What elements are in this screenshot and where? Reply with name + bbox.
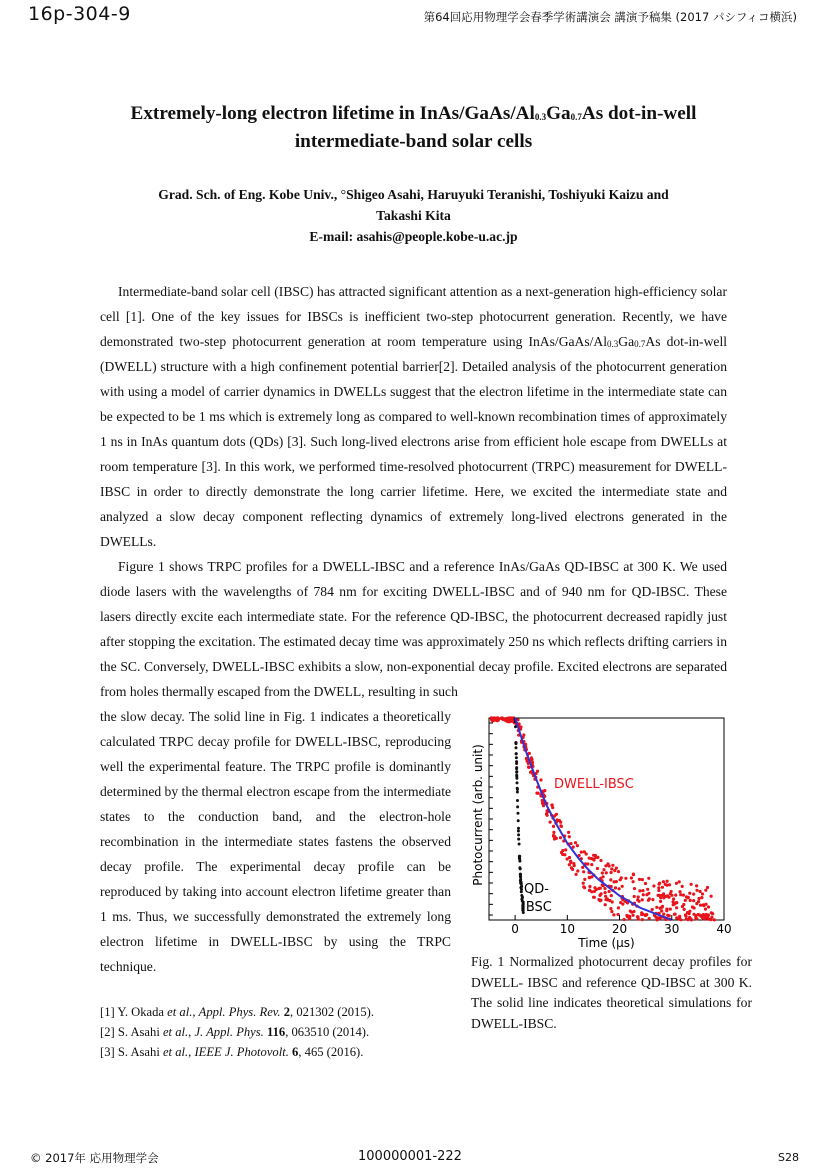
- data-point-dwell: [675, 906, 678, 909]
- reference-item: [100, 1042, 374, 1062]
- data-point-dwell: [612, 913, 615, 916]
- author-block: [100, 184, 727, 226]
- data-point-qd: [516, 788, 519, 791]
- data-point-dwell: [678, 890, 681, 893]
- data-point-dwell: [670, 894, 673, 897]
- x-tick-label: 40: [716, 922, 732, 936]
- data-point-dwell: [573, 864, 576, 867]
- data-point-dwell: [667, 896, 670, 899]
- title-part-2: Ga: [546, 103, 571, 124]
- data-point-qd: [517, 833, 520, 836]
- annotation-qd-ibsc: QD-IBSC: [522, 882, 552, 915]
- data-point-dwell: [582, 870, 585, 873]
- data-point-qd: [519, 879, 522, 882]
- data-point-dwell: [608, 890, 611, 893]
- y-axis-label: Photocurrent (arb. unit): [471, 744, 485, 886]
- data-point-dwell: [674, 894, 677, 897]
- data-point-dwell: [697, 900, 700, 903]
- reference-volume: 116: [266, 1025, 286, 1039]
- x-tick-label: 30: [664, 922, 680, 936]
- data-point-qd: [517, 827, 520, 830]
- data-point-dwell: [522, 733, 525, 736]
- reference-item: [100, 1002, 374, 1022]
- data-point-dwell: [684, 915, 687, 918]
- data-point-dwell: [641, 878, 644, 881]
- data-point-dwell: [610, 894, 613, 897]
- data-point-dwell: [568, 835, 571, 838]
- data-point-dwell: [599, 887, 602, 890]
- data-point-dwell: [690, 883, 693, 886]
- author-names-line-2: Takashi Kita: [376, 208, 451, 223]
- data-point-qd: [519, 886, 522, 889]
- data-point-dwell: [668, 883, 671, 886]
- data-point-dwell: [596, 867, 599, 870]
- data-point-qd: [518, 858, 521, 861]
- data-point-dwell: [604, 895, 607, 898]
- data-point-dwell: [567, 831, 570, 834]
- data-point-dwell: [551, 803, 554, 806]
- title-sub-1: 0.3: [534, 112, 547, 122]
- data-point-qd: [516, 791, 519, 794]
- data-point-dwell: [702, 904, 705, 907]
- data-point-dwell: [614, 886, 617, 889]
- data-point-dwell: [710, 916, 713, 919]
- data-point-dwell: [638, 878, 641, 881]
- data-point-dwell: [686, 896, 689, 899]
- data-point-dwell: [552, 831, 555, 834]
- para1-text-b: Ga: [618, 334, 635, 349]
- reference-authors: [3] S. Asahi: [100, 1045, 163, 1059]
- data-point-dwell: [559, 821, 562, 824]
- data-point-dwell: [651, 898, 654, 901]
- data-point-dwell: [632, 914, 635, 917]
- data-point-dwell: [689, 899, 692, 902]
- data-point-dwell: [605, 871, 608, 874]
- data-point-dwell: [549, 821, 552, 824]
- data-point-dwell: [704, 889, 707, 892]
- data-point-dwell: [503, 718, 506, 721]
- data-point-dwell: [700, 896, 703, 899]
- reference-authors: [1] Y. Okada: [100, 1005, 168, 1019]
- data-point-dwell: [569, 860, 572, 863]
- data-point-dwell: [583, 886, 586, 889]
- data-point-dwell: [710, 895, 713, 898]
- annotation-dwell-ibsc: DWELL-IBSC: [554, 777, 634, 792]
- data-point-dwell: [555, 813, 558, 816]
- data-point-dwell: [604, 891, 607, 894]
- body-paragraph-3: the slow decay. The solid line in Fig. 1 indicates a theoretically calculated TRPC decay profile for DWELL-IBSC, reproducing well the experimental feature. The TRPC profile is dominantly determined by the thermal electron escape from the intermediate states to the conduction band, and the electron-hole recombination in the intermediate states fastens the observed decay profile. The experimental decay profile can be reproduced by taking into account electron lifetime greater than 1 ms. Thus, we successfully demonstrated the extremely long electron lifetime in DWELL-IBSC by using the TRPC technique.: [100, 709, 452, 974]
- reference-authors: [2] S. Asahi: [100, 1025, 163, 1039]
- para1-text-a: Intermediate-band solar cell (IBSC) has attracted significant attention as a next-generation high-efficiency solar cell [1]. One of the key issues for IBSCs is inefficient two-step photocurrent generation. Recently, we have demonstrated two-step photocurrent generation at room temperature using InAs/GaAs/Al: [100, 284, 727, 349]
- data-point-dwell: [666, 880, 669, 883]
- data-point-qd: [517, 830, 520, 833]
- data-point-dwell: [576, 869, 579, 872]
- data-point-dwell: [519, 725, 522, 728]
- data-point-dwell: [641, 898, 644, 901]
- data-point-dwell: [530, 756, 533, 759]
- data-point-dwell: [571, 868, 574, 871]
- reference-pages-year: , 063510 (2014).: [285, 1025, 370, 1039]
- data-point-qd: [520, 882, 523, 885]
- data-point-dwell: [697, 897, 700, 900]
- data-point-dwell: [599, 859, 602, 862]
- data-point-dwell: [699, 890, 702, 893]
- data-point-dwell: [559, 836, 562, 839]
- data-point-dwell: [681, 885, 684, 888]
- data-point-dwell: [615, 880, 618, 883]
- data-point-dwell: [597, 898, 600, 901]
- data-point-qd: [518, 843, 521, 846]
- data-point-dwell: [574, 841, 577, 844]
- x-tick-label: 20: [611, 922, 628, 936]
- data-point-dwell: [693, 906, 696, 909]
- data-point-dwell: [564, 848, 567, 851]
- data-point-dwell: [535, 792, 538, 795]
- data-point-dwell: [657, 886, 660, 889]
- data-point-dwell: [593, 896, 596, 899]
- title-part-1: Extremely-long electron lifetime in InAs/GaAs/Al: [130, 103, 535, 124]
- title-sub-2: 0.7: [570, 112, 582, 122]
- reference-volume: 2: [283, 1005, 291, 1019]
- data-point-dwell: [583, 878, 586, 881]
- data-point-dwell: [701, 892, 704, 895]
- data-point-dwell: [688, 892, 691, 895]
- data-point-dwell: [575, 873, 578, 876]
- figure-1-trpc-chart: [462, 708, 742, 954]
- data-point-dwell: [638, 889, 641, 892]
- data-point-dwell: [606, 862, 609, 865]
- data-point-dwell: [699, 914, 702, 917]
- data-point-dwell: [646, 888, 649, 891]
- data-point-dwell: [539, 778, 542, 781]
- data-point-qd: [515, 746, 518, 749]
- paper-title: [100, 100, 727, 156]
- data-point-dwell: [662, 913, 665, 916]
- data-point-dwell: [588, 889, 591, 892]
- data-point-dwell: [678, 915, 681, 918]
- conference-header: 第64回応用物理学会春季学術講演会 講演予稿集 (2017 パシフィコ横浜): [423, 10, 797, 24]
- reference-list: [100, 1002, 374, 1062]
- data-point-dwell: [681, 905, 684, 908]
- data-point-dwell: [543, 789, 546, 792]
- data-point-dwell: [648, 897, 651, 900]
- data-point-dwell: [699, 904, 702, 907]
- data-point-dwell: [648, 917, 651, 920]
- data-point-qd: [518, 855, 521, 858]
- data-point-dwell: [617, 870, 620, 873]
- data-point-dwell: [604, 903, 607, 906]
- data-point-qd: [518, 866, 521, 869]
- data-point-dwell: [660, 906, 663, 909]
- data-point-dwell: [602, 875, 605, 878]
- para1-sub-1: 0.3: [607, 339, 619, 349]
- data-point-dwell: [602, 868, 605, 871]
- title-part-3: As dot-in-well: [581, 103, 697, 124]
- data-point-dwell: [675, 882, 678, 885]
- para1-text-c: As dot-in-well (DWELL) structure with a high confinement potential barrier[2]. Detailed analysis of the photocurrent generation with using a model of carrier dynamics in DWELLs suggest that the electron lifetime in the intermediate state can be expected to be 1 ms which is extremely long as compared to well-known recombination times of approximately 1 ns in InAs quantum dots (QDs) [3]. Such long-lived electrons arise from efficient hole escape from DWELLs at room temperature [3]. In this work, we performed time-resolved photocurrent (TRPC) measurement for DWELL-IBSC in order to directly demonstrate the long carrier lifetime. Here, we excited the intermediate state and analyzed a slow decay component reflecting dynamics of extremely long-lived electrons generated in the DWELLs.: [100, 334, 727, 549]
- data-point-dwell: [609, 878, 612, 881]
- data-point-dwell: [609, 907, 612, 910]
- reference-volume: 6: [292, 1045, 299, 1059]
- data-point-dwell: [645, 913, 648, 916]
- data-point-dwell: [611, 864, 614, 867]
- data-point-dwell: [600, 892, 603, 895]
- author-names-line-1: Shigeo Asahi, Haruyuki Teranishi, Toshiyuki Kaizu and: [346, 187, 669, 202]
- data-point-dwell: [630, 911, 633, 914]
- data-point-dwell: [685, 918, 688, 921]
- data-point-dwell: [658, 883, 661, 886]
- data-point-dwell: [668, 914, 671, 917]
- data-point-dwell: [669, 908, 672, 911]
- reference-item: [100, 1022, 374, 1042]
- data-point-dwell: [630, 876, 633, 879]
- data-point-qd: [516, 799, 519, 802]
- reference-separator: ,: [192, 1005, 199, 1019]
- data-point-dwell: [705, 913, 708, 916]
- data-point-dwell: [582, 882, 585, 885]
- data-point-dwell: [647, 892, 650, 895]
- data-point-qd: [515, 775, 518, 778]
- data-point-qd: [517, 812, 520, 815]
- data-point-dwell: [641, 913, 644, 916]
- data-point-dwell: [603, 887, 606, 890]
- data-point-dwell: [500, 716, 503, 719]
- data-point-dwell: [670, 890, 673, 893]
- data-point-dwell: [588, 885, 591, 888]
- data-point-dwell: [632, 880, 635, 883]
- data-point-dwell: [636, 915, 639, 918]
- data-point-dwell: [632, 873, 635, 876]
- data-point-dwell: [588, 876, 591, 879]
- figure-caption: Fig. 1 Normalized photocurrent decay profiles for DWELL- IBSC and reference QD-IBSC at 300 K. The solid line indicates theoretical simulations for DWELL-IBSC.: [471, 954, 752, 1031]
- data-point-dwell: [624, 877, 627, 880]
- data-point-dwell: [706, 886, 709, 889]
- data-point-qd: [514, 725, 517, 728]
- data-point-dwell: [644, 882, 647, 885]
- data-point-dwell: [675, 901, 678, 904]
- data-point-dwell: [651, 908, 654, 911]
- data-point-dwell: [621, 885, 624, 888]
- x-tick-label: 10: [559, 922, 575, 936]
- footer-doc-number: 100000001-222: [358, 1149, 462, 1164]
- data-point-dwell: [625, 914, 628, 917]
- body-paragraph-2: Figure 1 shows TRPC profiles for a DWELL-IBSC and a reference InAs/GaAs QD-IBSC at 300 K. We used diode lasers with the wavelengths of 784 nm for exciting DWELL-IBSC and of 940 nm for QD-IBSC. These lasers directly excite each intermediate state. For the reference QD-IBSC, the photocurrent decreased rapidly just after stopping the excitation. The estimated decay time was approximately 250 ns which reflects drifting carriers in the SC. Conversely, DWELL-IBSC exhibits a slow, non-exponential decay profile. Excited electrons are separated from holes thermally escaped from the DWELL, resulting in such: [100, 559, 727, 699]
- data-point-dwell: [610, 867, 613, 870]
- data-point-qd: [515, 756, 518, 759]
- data-point-dwell: [576, 844, 579, 847]
- data-point-dwell: [659, 900, 662, 903]
- data-point-dwell: [661, 894, 664, 897]
- body-paragraph-1: [100, 279, 727, 554]
- footer-page-number: S28: [778, 1151, 799, 1164]
- reference-etal: et al.: [162, 1025, 189, 1039]
- data-point-dwell: [655, 906, 658, 909]
- data-point-dwell: [694, 916, 697, 919]
- reference-pages-year: , 021302 (2015).: [290, 1005, 374, 1019]
- data-point-dwell: [695, 884, 698, 887]
- data-point-dwell: [619, 901, 622, 904]
- data-point-dwell: [529, 771, 532, 774]
- data-point-dwell: [683, 908, 686, 911]
- data-point-dwell: [664, 883, 667, 886]
- data-point-dwell: [623, 918, 626, 921]
- data-point-dwell: [593, 890, 596, 893]
- reference-journal: IEEE J. Photovolt.: [194, 1045, 289, 1059]
- data-point-dwell: [636, 898, 639, 901]
- data-point-dwell: [560, 825, 563, 828]
- data-point-dwell: [665, 908, 668, 911]
- data-point-qd: [517, 838, 520, 841]
- data-point-dwell: [704, 908, 707, 911]
- data-point-dwell: [641, 918, 644, 921]
- title-line-2: intermediate-band solar cells: [294, 131, 533, 152]
- data-point-dwell: [673, 913, 676, 916]
- data-point-qd: [519, 874, 522, 877]
- data-point-dwell: [682, 894, 685, 897]
- data-point-dwell: [695, 889, 698, 892]
- reference-journal: Appl. Phys. Rev.: [198, 1005, 281, 1019]
- data-point-dwell: [707, 905, 710, 908]
- data-point-dwell: [679, 893, 682, 896]
- data-point-dwell: [647, 877, 650, 880]
- data-point-qd: [516, 805, 519, 808]
- data-point-qd: [515, 771, 518, 774]
- data-point-dwell: [510, 716, 513, 719]
- author-email: E-mail: asahis@people.kobe-u.ac.jp: [309, 229, 518, 244]
- data-point-dwell: [672, 897, 675, 900]
- data-point-dwell: [688, 910, 691, 913]
- data-point-dwell: [593, 886, 596, 889]
- data-point-dwell: [660, 909, 663, 912]
- data-point-dwell: [679, 918, 682, 921]
- data-point-qd: [514, 741, 517, 744]
- reference-pages-year: , 465 (2016).: [298, 1045, 364, 1059]
- data-point-dwell: [658, 917, 661, 920]
- data-point-dwell: [580, 851, 583, 854]
- data-point-dwell: [569, 842, 572, 845]
- data-point-dwell: [604, 898, 607, 901]
- data-point-dwell: [492, 718, 495, 721]
- data-point-qd: [515, 760, 518, 763]
- data-point-dwell: [594, 856, 597, 859]
- data-point-dwell: [661, 886, 664, 889]
- data-point-dwell: [641, 889, 644, 892]
- data-point-dwell: [692, 899, 695, 902]
- paper-id: 16p-304-9: [28, 3, 131, 25]
- data-point-dwell: [618, 887, 621, 890]
- data-point-dwell: [615, 867, 618, 870]
- affiliation: Grad. Sch. of Eng. Kobe Univ.,: [158, 187, 338, 202]
- data-point-dwell: [692, 893, 695, 896]
- data-point-dwell: [689, 917, 692, 920]
- data-point-dwell: [633, 887, 636, 890]
- data-point-qd: [515, 767, 518, 770]
- data-point-dwell: [652, 884, 655, 887]
- data-point-dwell: [552, 825, 555, 828]
- data-point-dwell: [617, 906, 620, 909]
- data-point-dwell: [585, 852, 588, 855]
- reference-separator: ,: [188, 1025, 195, 1039]
- data-point-dwell: [610, 910, 613, 913]
- data-point-dwell: [705, 916, 708, 919]
- data-point-dwell: [561, 853, 564, 856]
- data-point-dwell: [581, 866, 584, 869]
- data-point-dwell: [536, 770, 539, 773]
- data-point-dwell: [566, 857, 569, 860]
- data-point-dwell: [590, 863, 593, 866]
- data-point-dwell: [610, 871, 613, 874]
- reference-etal: et al.: [162, 1045, 189, 1059]
- reference-separator: ,: [188, 1045, 195, 1059]
- reference-journal: J. Appl. Phys.: [194, 1025, 264, 1039]
- data-point-dwell: [711, 912, 714, 915]
- data-point-dwell: [620, 876, 623, 879]
- data-point-dwell: [546, 814, 549, 817]
- para1-sub-2: 0.7: [634, 339, 646, 349]
- x-axis-label: Time (µs): [578, 936, 635, 950]
- data-point-dwell: [553, 835, 556, 838]
- data-point-dwell: [611, 900, 614, 903]
- x-tick-label: 0: [511, 922, 519, 936]
- data-point-dwell: [637, 895, 640, 898]
- data-point-qd: [516, 781, 519, 784]
- data-point-dwell: [561, 849, 564, 852]
- data-point-dwell: [601, 871, 604, 874]
- data-point-dwell: [662, 880, 665, 883]
- data-point-dwell: [633, 895, 636, 898]
- data-point-dwell: [642, 893, 645, 896]
- footer-copyright: © 2017年 応用物理学会: [30, 1151, 159, 1165]
- data-point-dwell: [684, 899, 687, 902]
- data-point-qd: [515, 752, 518, 755]
- data-point-qd: [517, 819, 520, 822]
- data-point-dwell: [692, 913, 695, 916]
- reference-etal: et al.: [167, 1005, 193, 1019]
- presenter-mark: °: [340, 187, 347, 202]
- data-point-dwell: [678, 880, 681, 883]
